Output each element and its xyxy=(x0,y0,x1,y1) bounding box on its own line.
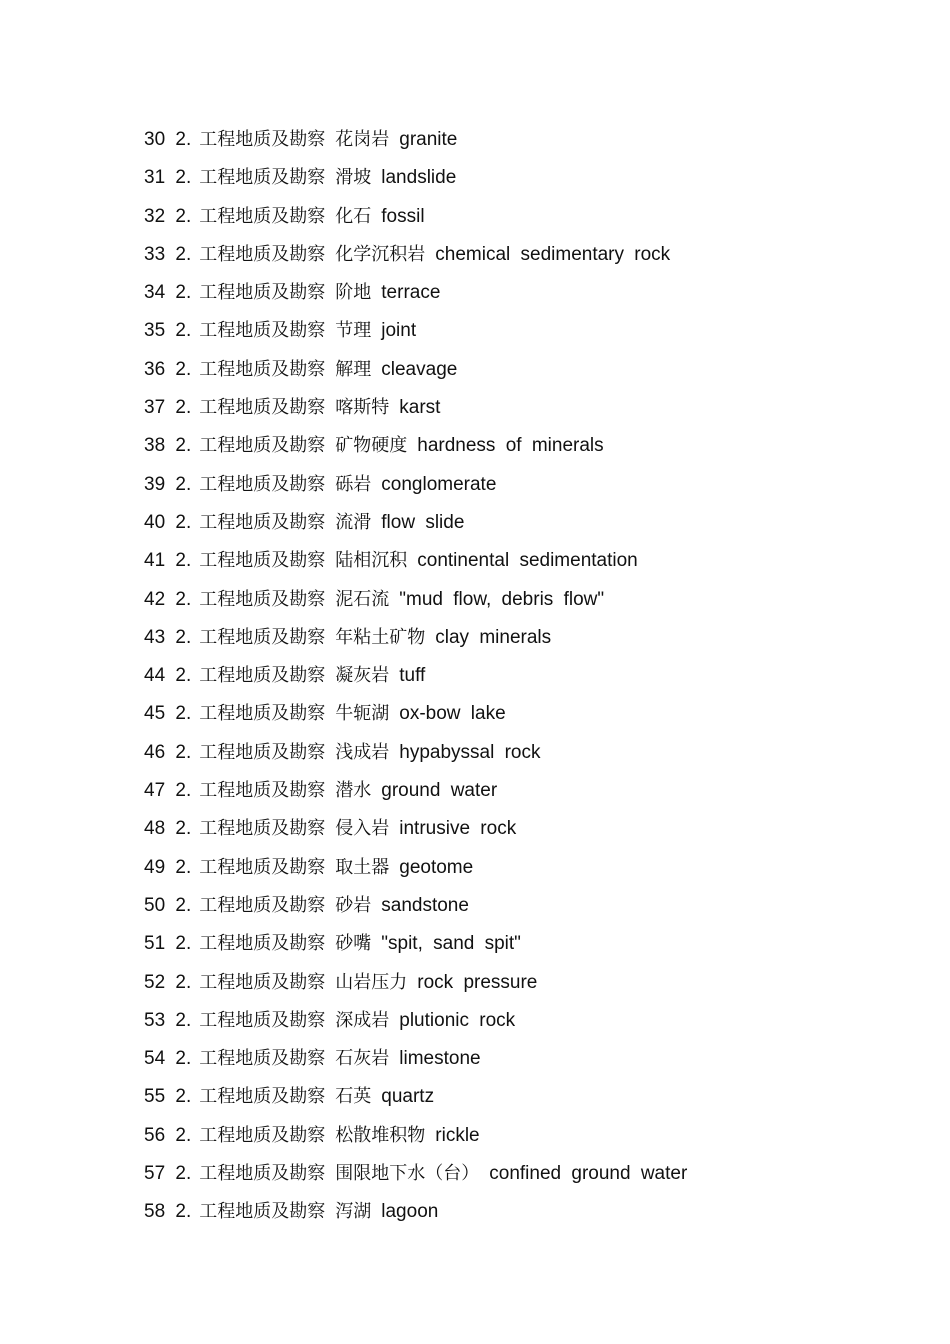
entry-number: 53 2. xyxy=(144,1009,192,1031)
entry-english-term: granite xyxy=(399,129,458,150)
entry-chinese-term: 泻湖 xyxy=(335,1201,372,1223)
entry-chinese-term: 浅成岩 xyxy=(335,741,390,763)
entry-english-term: ox-bow lake xyxy=(399,703,506,725)
entry-category: 工程地质及勘察 xyxy=(199,780,326,802)
glossary-entry xyxy=(144,1041,687,1079)
entry-chinese-term: 滑坡 xyxy=(335,167,372,189)
entry-category: 工程地质及勘察 xyxy=(199,320,326,342)
entry-category: 工程地质及勘察 xyxy=(199,741,326,763)
entry-english-term: confined ground water xyxy=(489,1163,688,1185)
glossary-entry xyxy=(144,620,687,658)
entry-english-term: karst xyxy=(399,397,441,419)
glossary-entry xyxy=(144,275,687,313)
entry-english-term: rock pressure xyxy=(417,971,538,993)
glossary-entry xyxy=(144,1118,687,1156)
entry-number: 48 2. xyxy=(144,818,192,840)
entry-number: 54 2. xyxy=(144,1048,192,1070)
entry-chinese-term: 深成岩 xyxy=(335,1009,390,1031)
entry-chinese-term: 矿物硬度 xyxy=(335,435,408,457)
entry-number: 34 2. xyxy=(144,282,192,304)
glossary-entry xyxy=(144,505,687,543)
entry-number: 45 2. xyxy=(144,703,192,725)
glossary-entry xyxy=(144,543,687,581)
entry-category: 工程地质及勘察 xyxy=(199,1124,326,1146)
entry-chinese-term: 节理 xyxy=(335,320,372,342)
entry-category: 工程地质及勘察 xyxy=(199,1048,326,1070)
glossary-entry xyxy=(144,1003,687,1041)
entry-category: 工程地质及勘察 xyxy=(199,397,326,419)
entry-english-term: fossil xyxy=(381,205,425,227)
entry-category: 工程地质及勘察 xyxy=(199,1009,326,1031)
entry-category: 工程地质及勘察 xyxy=(199,894,326,916)
entry-number: 44 2. xyxy=(144,665,192,687)
glossary-entry xyxy=(144,1079,687,1117)
entry-english-term: landslide xyxy=(381,167,457,189)
entry-chinese-term: 取土器 xyxy=(335,856,390,878)
glossary-entry xyxy=(144,467,687,505)
entry-category: 工程地质及勘察 xyxy=(199,1201,326,1223)
entry-number: 58 2. xyxy=(144,1201,192,1223)
entry-number: 51 2. xyxy=(144,933,192,955)
entry-english-term: ground water xyxy=(381,780,498,802)
entry-english-term: geotome xyxy=(399,856,474,878)
entry-number: 30 2. xyxy=(144,129,192,150)
entry-english-term: sandstone xyxy=(381,894,469,916)
entry-category: 工程地质及勘察 xyxy=(199,511,326,533)
glossary-entry xyxy=(144,428,687,466)
entry-chinese-term: 石英 xyxy=(335,1086,372,1108)
entry-english-term: rickle xyxy=(435,1124,480,1146)
entry-english-term: lagoon xyxy=(381,1201,439,1223)
entry-english-term: "spit, sand spit" xyxy=(381,933,521,955)
entry-english-term: intrusive rock xyxy=(399,818,517,840)
entry-number: 33 2. xyxy=(144,243,192,265)
entry-category: 工程地质及勘察 xyxy=(199,1086,326,1108)
glossary-entry xyxy=(144,122,687,160)
entry-number: 50 2. xyxy=(144,894,192,916)
entry-number: 47 2. xyxy=(144,780,192,802)
entry-english-term: hardness of minerals xyxy=(417,435,604,457)
entry-chinese-term: 泥石流 xyxy=(335,588,390,610)
entry-number: 56 2. xyxy=(144,1124,192,1146)
entry-category: 工程地质及勘察 xyxy=(199,167,326,189)
glossary-entry xyxy=(144,658,687,696)
entry-chinese-term: 年粘土矿物 xyxy=(335,626,426,648)
glossary-entry xyxy=(144,160,687,198)
entry-english-term: joint xyxy=(381,320,417,342)
glossary-entry xyxy=(144,888,687,926)
entry-number: 38 2. xyxy=(144,435,192,457)
entry-chinese-term: 围限地下水（台） xyxy=(335,1163,480,1185)
entry-category: 工程地质及勘察 xyxy=(199,435,326,457)
glossary-entry xyxy=(144,1194,687,1232)
entry-number: 36 2. xyxy=(144,358,192,380)
glossary-entry xyxy=(144,1156,687,1194)
entry-category: 工程地质及勘察 xyxy=(199,205,326,227)
glossary-entry xyxy=(144,199,687,237)
entry-category: 工程地质及勘察 xyxy=(199,550,326,572)
entry-chinese-term: 凝灰岩 xyxy=(335,665,390,687)
entry-chinese-term: 阶地 xyxy=(335,282,372,304)
entry-chinese-term: 花岗岩 xyxy=(335,129,390,150)
glossary-entry xyxy=(144,926,687,964)
entry-category: 工程地质及勘察 xyxy=(199,473,326,495)
entry-english-term: limestone xyxy=(399,1048,481,1070)
glossary-entry xyxy=(144,965,687,1003)
entry-chinese-term: 解理 xyxy=(335,358,372,380)
entry-number: 52 2. xyxy=(144,971,192,993)
entry-category: 工程地质及勘察 xyxy=(199,626,326,648)
entry-chinese-term: 潜水 xyxy=(335,780,372,802)
entry-english-term: conglomerate xyxy=(381,473,497,495)
entry-chinese-term: 砾岩 xyxy=(335,473,372,495)
entry-chinese-term: 山岩压力 xyxy=(335,971,408,993)
entry-number: 42 2. xyxy=(144,588,192,610)
entry-english-term: clay minerals xyxy=(435,626,552,648)
entry-category: 工程地质及勘察 xyxy=(199,703,326,725)
entry-number: 31 2. xyxy=(144,167,192,189)
entry-english-term: hypabyssal rock xyxy=(399,741,541,763)
entry-english-term: "mud flow, debris flow" xyxy=(399,588,605,610)
entry-category: 工程地质及勘察 xyxy=(199,933,326,955)
entry-english-term: flow slide xyxy=(381,511,465,533)
entry-category: 工程地质及勘察 xyxy=(199,665,326,687)
entry-number: 46 2. xyxy=(144,741,192,763)
entry-english-term: tuff xyxy=(399,665,426,687)
entry-number: 40 2. xyxy=(144,511,192,533)
glossary-entry xyxy=(144,773,687,811)
entry-chinese-term: 砂岩 xyxy=(335,894,372,916)
entry-chinese-term: 流滑 xyxy=(335,511,372,533)
glossary-entry xyxy=(144,352,687,390)
entry-number: 32 2. xyxy=(144,205,192,227)
entry-chinese-term: 化学沉积岩 xyxy=(335,243,426,265)
entry-chinese-term: 侵入岩 xyxy=(335,818,390,840)
entry-chinese-term: 松散堆积物 xyxy=(335,1124,426,1146)
entry-number: 43 2. xyxy=(144,626,192,648)
entry-category: 工程地质及勘察 xyxy=(199,358,326,380)
glossary-entry xyxy=(144,735,687,773)
glossary-entry xyxy=(144,237,687,275)
entry-category: 工程地质及勘察 xyxy=(199,1163,326,1185)
entry-category: 工程地质及勘察 xyxy=(199,129,326,150)
glossary-entry xyxy=(144,850,687,888)
entry-english-term: quartz xyxy=(381,1086,435,1108)
entry-number: 55 2. xyxy=(144,1086,192,1108)
entry-chinese-term: 牛轭湖 xyxy=(335,703,390,725)
entry-category: 工程地质及勘察 xyxy=(199,971,326,993)
entry-category: 工程地质及勘察 xyxy=(199,818,326,840)
entry-english-term: continental sedimentation xyxy=(417,550,638,572)
glossary-entry xyxy=(144,811,687,849)
entry-english-term: terrace xyxy=(381,282,441,304)
glossary-entry xyxy=(144,582,687,620)
entry-english-term: cleavage xyxy=(381,358,458,380)
entry-chinese-term: 化石 xyxy=(335,205,372,227)
entry-category: 工程地质及勘察 xyxy=(199,282,326,304)
entry-chinese-term: 喀斯特 xyxy=(335,397,390,419)
entry-number: 37 2. xyxy=(144,397,192,419)
glossary-entry xyxy=(144,390,687,428)
glossary-list xyxy=(144,122,687,1233)
entry-english-term: plutionic rock xyxy=(399,1009,516,1031)
entry-number: 41 2. xyxy=(144,550,192,572)
entry-number: 49 2. xyxy=(144,856,192,878)
entry-number: 57 2. xyxy=(144,1163,192,1185)
entry-category: 工程地质及勘察 xyxy=(199,856,326,878)
entry-chinese-term: 陆相沉积 xyxy=(335,550,408,572)
entry-chinese-term: 石灰岩 xyxy=(335,1048,390,1070)
entry-english-term: chemical sedimentary rock xyxy=(435,243,671,265)
entry-number: 35 2. xyxy=(144,320,192,342)
entry-number: 39 2. xyxy=(144,473,192,495)
entry-category: 工程地质及勘察 xyxy=(199,588,326,610)
entry-chinese-term: 砂嘴 xyxy=(335,933,372,955)
glossary-entry xyxy=(144,313,687,351)
glossary-entry xyxy=(144,696,687,734)
entry-category: 工程地质及勘察 xyxy=(199,243,326,265)
